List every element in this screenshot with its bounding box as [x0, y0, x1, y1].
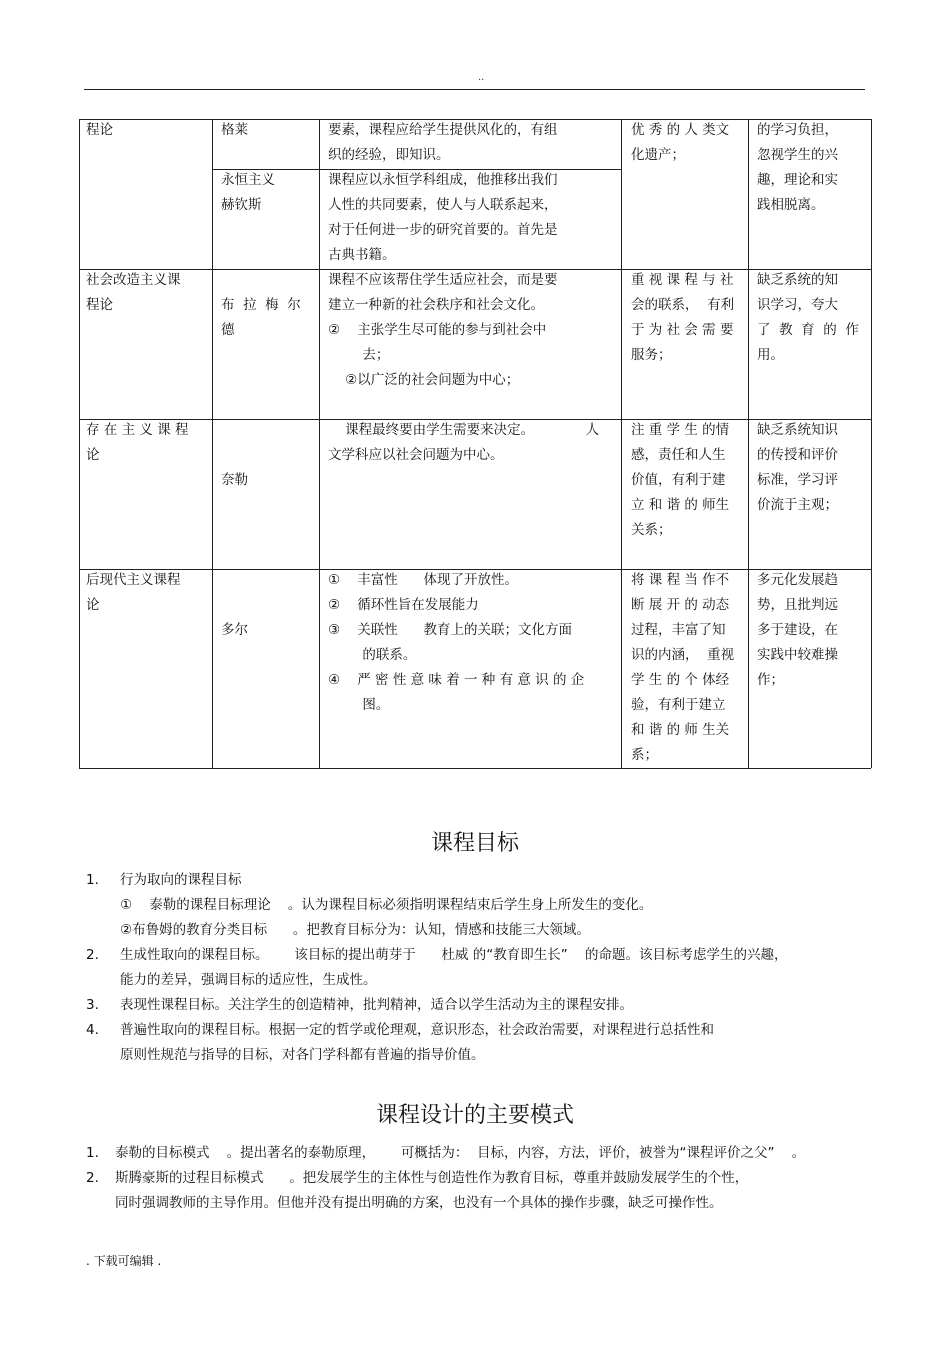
list-item-text: ②布鲁姆的教育分类目标 。把教育目标分为：认知，情感和技能三大领域。	[120, 922, 590, 938]
merit-cell	[631, 268, 739, 368]
cell-line: 立 和 谐 的 师生	[631, 497, 730, 513]
representative-cell	[221, 468, 311, 493]
viewpoint-cell	[328, 418, 613, 468]
theory-name-cell	[86, 118, 204, 143]
cell-line: 忽视学生的兴	[757, 147, 838, 163]
list-item-number: 1.	[86, 872, 99, 888]
cell-line: 论	[86, 597, 100, 613]
cell-line: ③ 关联性 教育上的关联；文化方面	[328, 622, 573, 638]
merit-cell	[631, 118, 739, 168]
list-item-text: 表现性课程目标。关注学生的创造精神，批判精神，适合以学生活动为主的课程安排。	[120, 997, 633, 1013]
list-item-text: 同时强调教师的主导作用。但他并没有提出明确的方案，也没有一个具体的操作步骤，缺乏可操作性。	[115, 1195, 723, 1211]
cell-line: 标准，学习评	[757, 472, 838, 488]
cell-line: 建立一种新的社会秩序和社会文化。	[328, 297, 544, 313]
cell-line: 作；	[757, 672, 784, 688]
cell-line: 将 课 程 当 作不	[631, 572, 730, 588]
cell-line: 系；	[631, 747, 658, 763]
cell-line: 课程应以永恒学科组成，他推移出我们	[328, 172, 558, 188]
cell-line: 趣，理论和实	[757, 172, 838, 188]
cell-line: 和 谐 的 师 生关	[631, 722, 730, 738]
cell-line: 过程，丰富了知	[631, 622, 726, 638]
cell-line: 验，有利于建立	[631, 697, 726, 713]
cell-line: 价值，有利于建	[631, 472, 726, 488]
list-item-number: 3.	[86, 997, 99, 1013]
cell-line: 感，责任和人生	[631, 447, 726, 463]
representative-cell	[221, 293, 311, 343]
table-border-right	[871, 119, 872, 768]
viewpoint-cell	[328, 268, 613, 393]
cell-line: 多元化发展趋	[757, 572, 838, 588]
cell-line: 缺乏系统知识	[757, 422, 838, 438]
merit-cell	[631, 568, 739, 768]
cell-line: 优 秀 的 人 类文	[631, 122, 730, 138]
cell-line: 缺乏系统的知	[757, 272, 838, 288]
cell-line: 断 展 开 的 动态	[631, 597, 730, 613]
cell-line: 去；	[328, 347, 390, 363]
list-item-text: 原则性规范与指导的目标，对各门学科都有普遍的指导价值。	[120, 1047, 485, 1063]
cell-line: 注 重 学 生 的情	[631, 422, 730, 438]
cell-line: 实践中较难操	[757, 647, 838, 663]
cell-line: 程论	[86, 297, 113, 313]
list-item-text: 行为取向的课程目标	[120, 872, 242, 888]
cell-line: 价流于主观；	[757, 497, 838, 513]
cell-line: ④ 严 密 性 意 味 着 一 种 有 意 识 的 企	[328, 672, 585, 688]
cell-line: 用。	[757, 347, 784, 363]
table-col-divider	[621, 119, 622, 768]
cell-line: 践相脱离。	[757, 197, 825, 213]
table-border-left	[79, 119, 80, 768]
table-col-divider	[212, 119, 213, 768]
cell-line: 社会改造主义课	[86, 272, 181, 288]
cell-line: 课程最终要由学生需要来决定。 人	[328, 422, 600, 438]
cell-line: 多尔	[221, 622, 248, 638]
cell-line: 程论	[86, 122, 113, 138]
list-item-number: 1.	[86, 1145, 99, 1161]
list-item-text: 能力的差异，强调目标的适应性，生成性。	[120, 972, 377, 988]
cell-line: 织的经验，即知识。	[328, 147, 450, 163]
viewpoint-cell	[328, 168, 613, 268]
representative-cell	[221, 618, 311, 643]
cell-line: ② 主张学生尽可能的参与到社会中	[328, 322, 547, 338]
drawback-cell	[757, 268, 865, 368]
list-item-text: 斯腾豪斯的过程目标模式 。把发展学生的主体性与创造性作为教育目标，尊重并鼓励发展学生的个性，	[115, 1170, 749, 1186]
cell-line: 要素，课程应给学生提供风化的，有组	[328, 122, 558, 138]
section-title-design-models: 课程设计的主要模式	[375, 1103, 574, 1128]
cell-line: 重 视 课 程 与 社	[631, 272, 734, 288]
list-item-text: 生成性取向的课程目标。 该目标的提出萌芽于 杜威 的“教育即生长” 的命题。该目标考虑学生的兴趣，	[120, 947, 788, 963]
list-item-text: 普遍性取向的课程目标。根据一定的哲学或伦理观，意识形态，社会政治需要，对课程进行总括性和	[120, 1022, 714, 1038]
header-mark: ..	[478, 72, 485, 83]
cell-line: 格莱	[221, 122, 248, 138]
table-col-divider	[748, 119, 749, 768]
drawback-cell	[757, 418, 865, 518]
list-item-number: 4.	[86, 1022, 99, 1038]
cell-line: 永恒主义	[221, 172, 275, 188]
cell-line: 势，且批判远	[757, 597, 838, 613]
cell-line: 古典书籍。	[328, 247, 396, 263]
section-title-course-objectives: 课程目标	[430, 831, 519, 856]
cell-line: 布 拉 梅 尔	[221, 297, 301, 313]
cell-line: 于 为 社 会 需 要	[631, 322, 734, 338]
list-item-text: ① 泰勒的课程目标理论 。认为课程目标必须指明课程结束后学生身上所发生的变化。	[120, 897, 653, 913]
cell-line: 的传授和评价	[757, 447, 838, 463]
cell-line: ① 丰富性 体现了开放性。	[328, 572, 519, 588]
cell-line: 存 在 主 义 课 程	[86, 422, 189, 438]
cell-line: 学 生 的 个 体经	[631, 672, 730, 688]
table-border-bottom	[79, 768, 871, 769]
viewpoint-cell	[328, 118, 613, 168]
cell-line: 的联系。	[328, 647, 417, 663]
cell-line: 图。	[328, 697, 390, 713]
theory-name-cell	[86, 568, 204, 618]
drawback-cell	[757, 118, 865, 218]
drawback-cell	[757, 568, 865, 693]
footer-note: . 下载可编辑 .	[86, 1254, 162, 1268]
cell-line: ②以广泛的社会问题为中心；	[328, 372, 520, 388]
representative-cell	[221, 118, 311, 143]
cell-line: ② 循环性旨在发展能力	[328, 597, 479, 613]
cell-line: 识的内涵， 重视	[631, 647, 735, 663]
list-item-text: 泰勒的目标模式 。提出著名的泰勒原理， 可概括为： 目标，内容，方法，评价，被誉为“课程评价之父” 。	[115, 1145, 806, 1161]
cell-line: 论	[86, 447, 100, 463]
cell-line: 了 教 育 的 作	[757, 322, 859, 338]
cell-line: 赫钦斯	[221, 197, 262, 213]
theory-name-cell	[86, 268, 204, 318]
cell-line: 文学科应以社会问题为中心。	[328, 447, 504, 463]
theory-name-cell	[86, 418, 204, 468]
cell-line: 对于任何进一步的研究首要的。首先是	[328, 222, 558, 238]
cell-line: 的学习负担，	[757, 122, 838, 138]
representative-cell	[221, 168, 311, 218]
cell-line: 奈勒	[221, 472, 248, 488]
cell-line: 多于建设，在	[757, 622, 838, 638]
table-col-divider	[319, 119, 320, 768]
cell-line: 识学习，夸大	[757, 297, 838, 313]
viewpoint-cell	[328, 568, 613, 718]
merit-cell	[631, 418, 739, 543]
cell-line: 服务；	[631, 347, 672, 363]
cell-line: 人性的共同要素，使人与人联系起来，	[328, 197, 558, 213]
cell-line: 德	[221, 322, 235, 338]
cell-line: 关系；	[631, 522, 672, 538]
cell-line: 会的联系， 有利	[631, 297, 735, 313]
cell-line: 课程不应该帮住学生适应社会，而是要	[328, 272, 558, 288]
list-item-number: 2.	[86, 1170, 99, 1186]
list-item-number: 2.	[86, 947, 99, 963]
cell-line: 化遗产；	[631, 147, 685, 163]
cell-line: 后现代主义课程	[86, 572, 181, 588]
